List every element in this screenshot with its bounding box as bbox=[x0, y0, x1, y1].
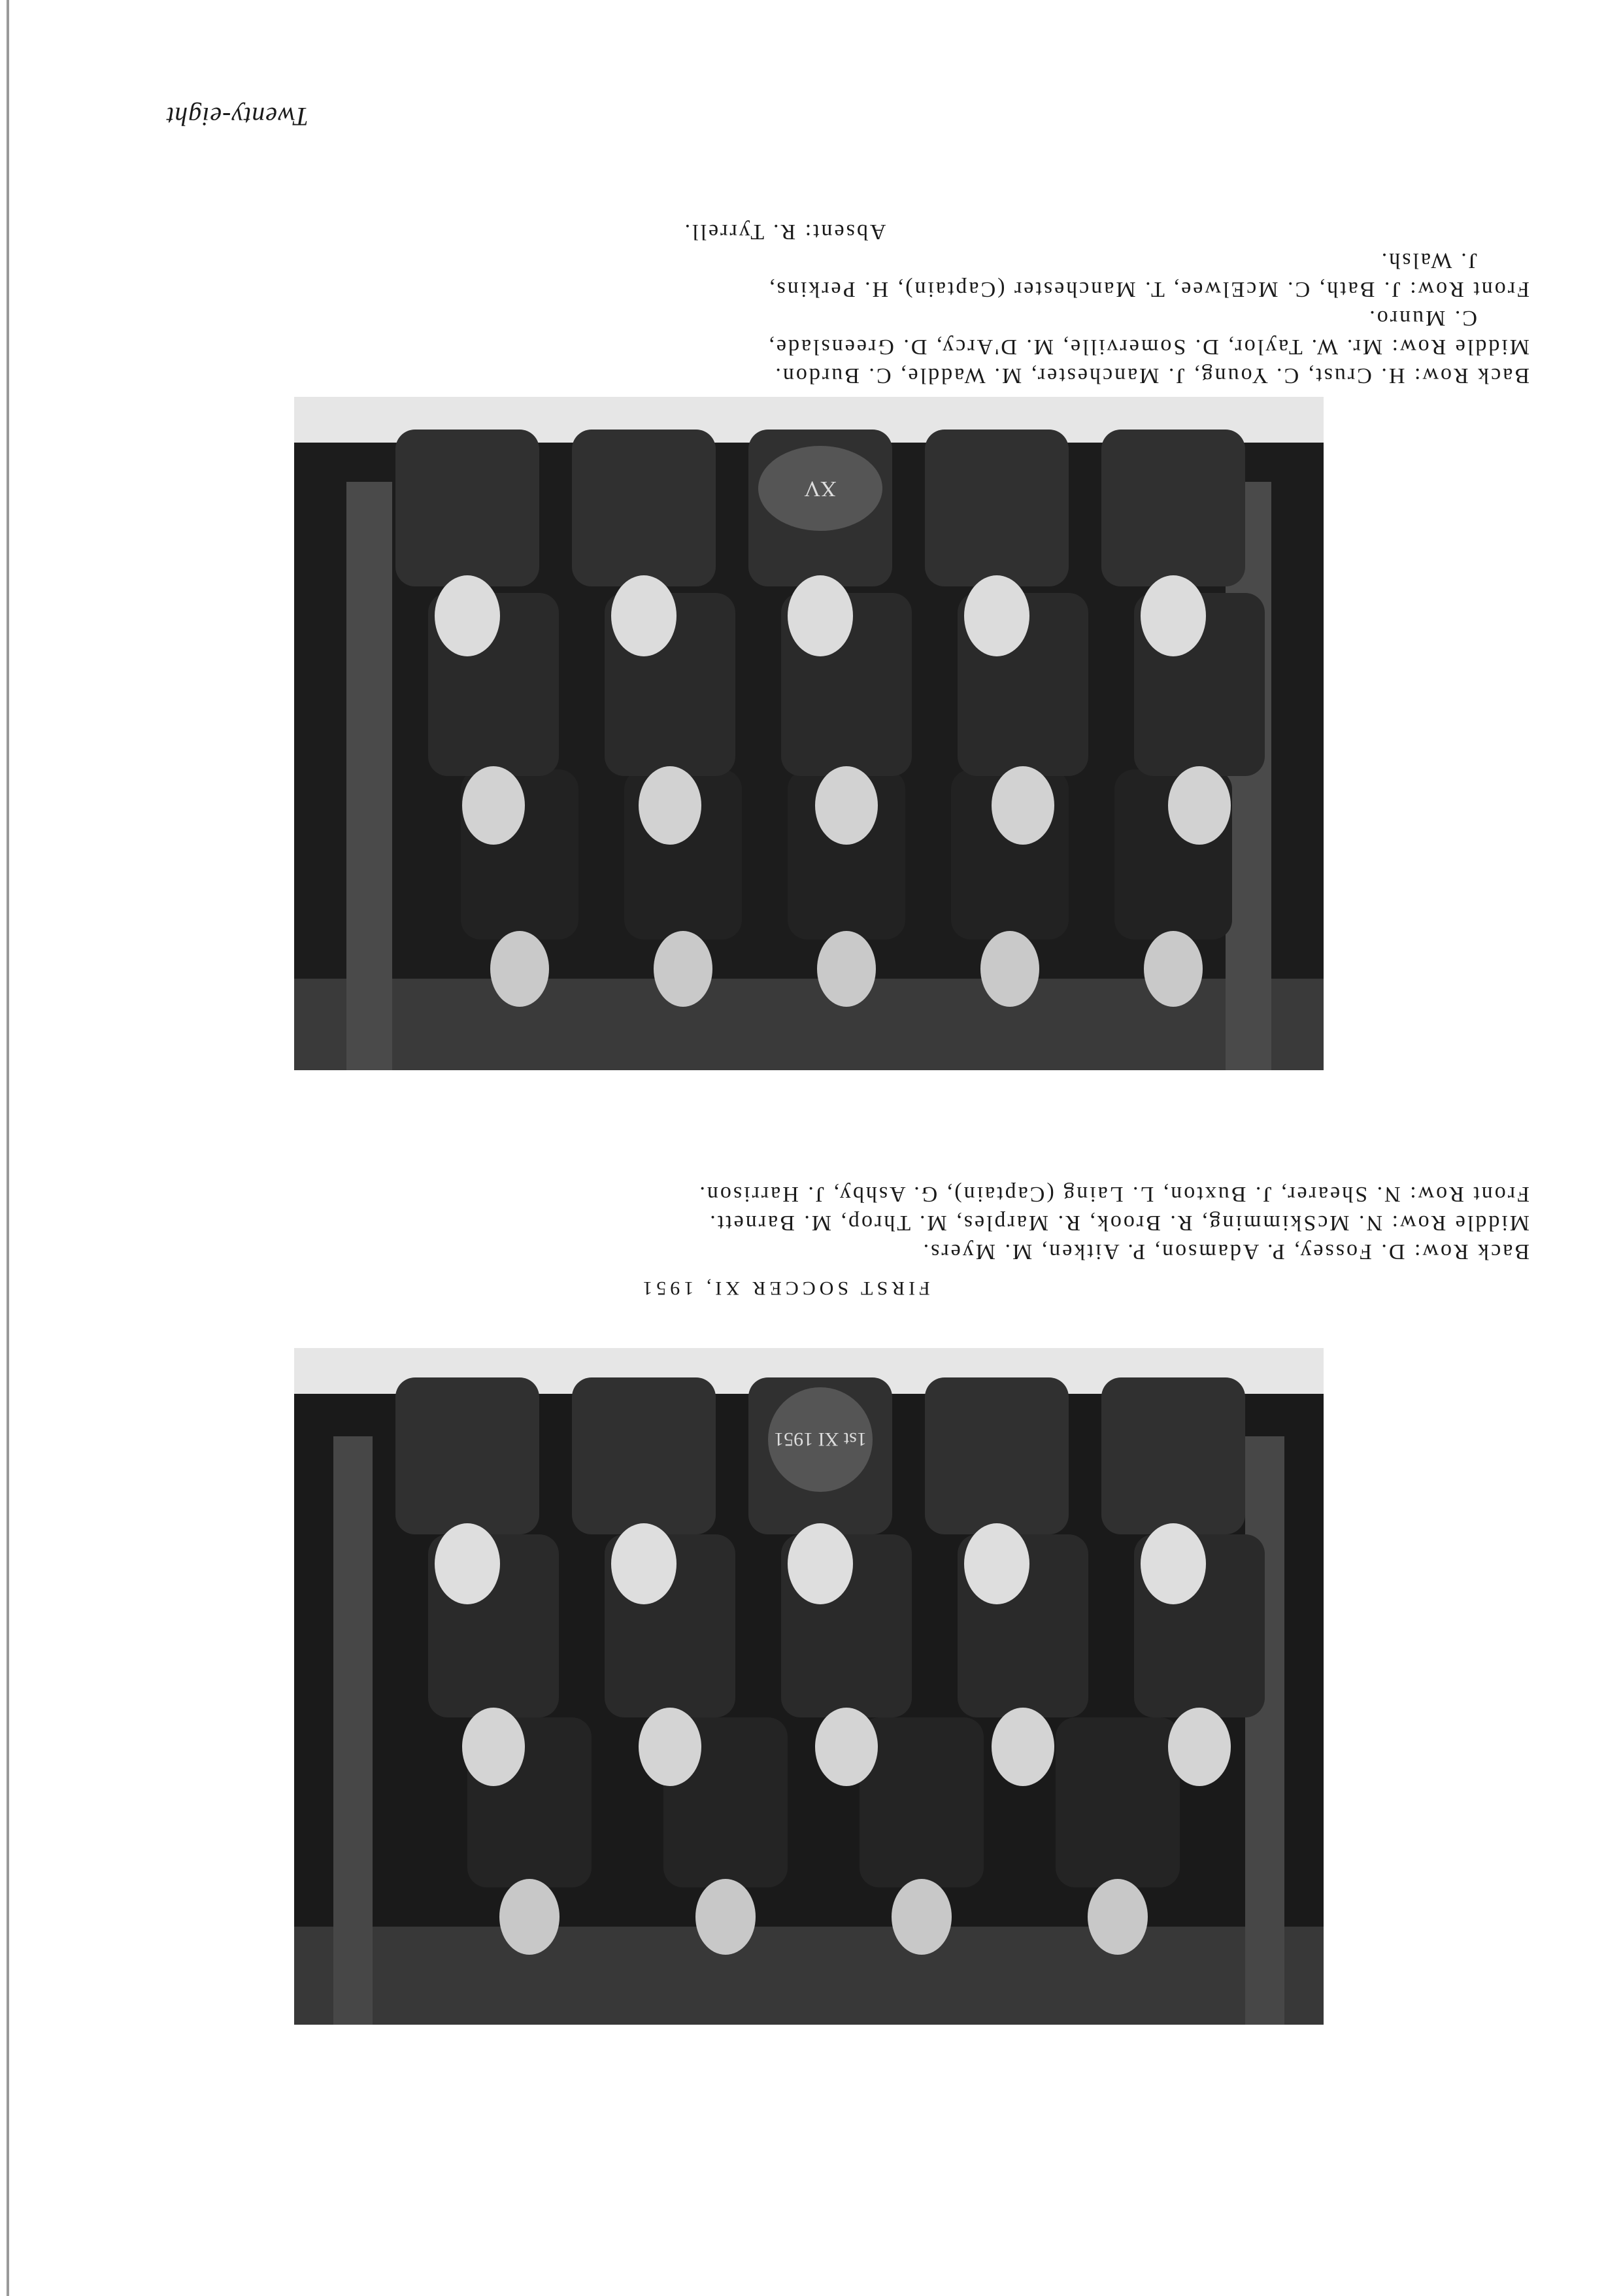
rugby-ball-label: XV bbox=[804, 477, 837, 501]
soccer-ball-label: 1st XI 1951 bbox=[774, 1428, 867, 1450]
soccer-caption bbox=[39, 1179, 1529, 1302]
soccer-front-row: Front Row: N. Shearer, J. Buxton, L. Laing (Captain), G. Ashby, J. Harrison. bbox=[697, 1182, 1529, 1206]
soccer-middle-row: Middle Row: N. McSkimming, R. Brook, R. Marples, M. Throp, M. Barnett. bbox=[708, 1211, 1529, 1235]
soccer-caption-title: FIRST SOCCER XI, 1951 bbox=[639, 1277, 930, 1299]
rugby-front-row: Front Row: J. Bath, C. McElwee, T. Manchester (Captain), H. Perkins, bbox=[767, 277, 1529, 301]
rugby-absent: Absent: R. Tyrrell. bbox=[682, 220, 886, 244]
soccer-back-row: Back Row: D. Fossey, P. Adamson, P. Aitken, M. Myers. bbox=[921, 1240, 1529, 1264]
rugby-team-photo bbox=[294, 397, 1324, 1070]
rugby-middle-row-cont: C. Munro. bbox=[1367, 306, 1477, 330]
rugby-photo-art bbox=[294, 397, 1324, 1070]
rugby-middle-row: Middle Row: Mr. W. Taylor, D. Somerville, M. D'Arcy, D. Greenslade, bbox=[767, 335, 1529, 359]
rugby-front-row-cont: J. Walsh. bbox=[1379, 248, 1477, 273]
soccer-photo-art bbox=[294, 1348, 1324, 2025]
soccer-team-photo bbox=[294, 1348, 1324, 2025]
page-number: Twenty-eight bbox=[166, 102, 309, 131]
rugby-back-row: Back Row: H. Crust, C. Young, J. Manchester, M. Waddle, C. Burdon. bbox=[773, 363, 1529, 388]
rugby-caption bbox=[39, 217, 1529, 426]
